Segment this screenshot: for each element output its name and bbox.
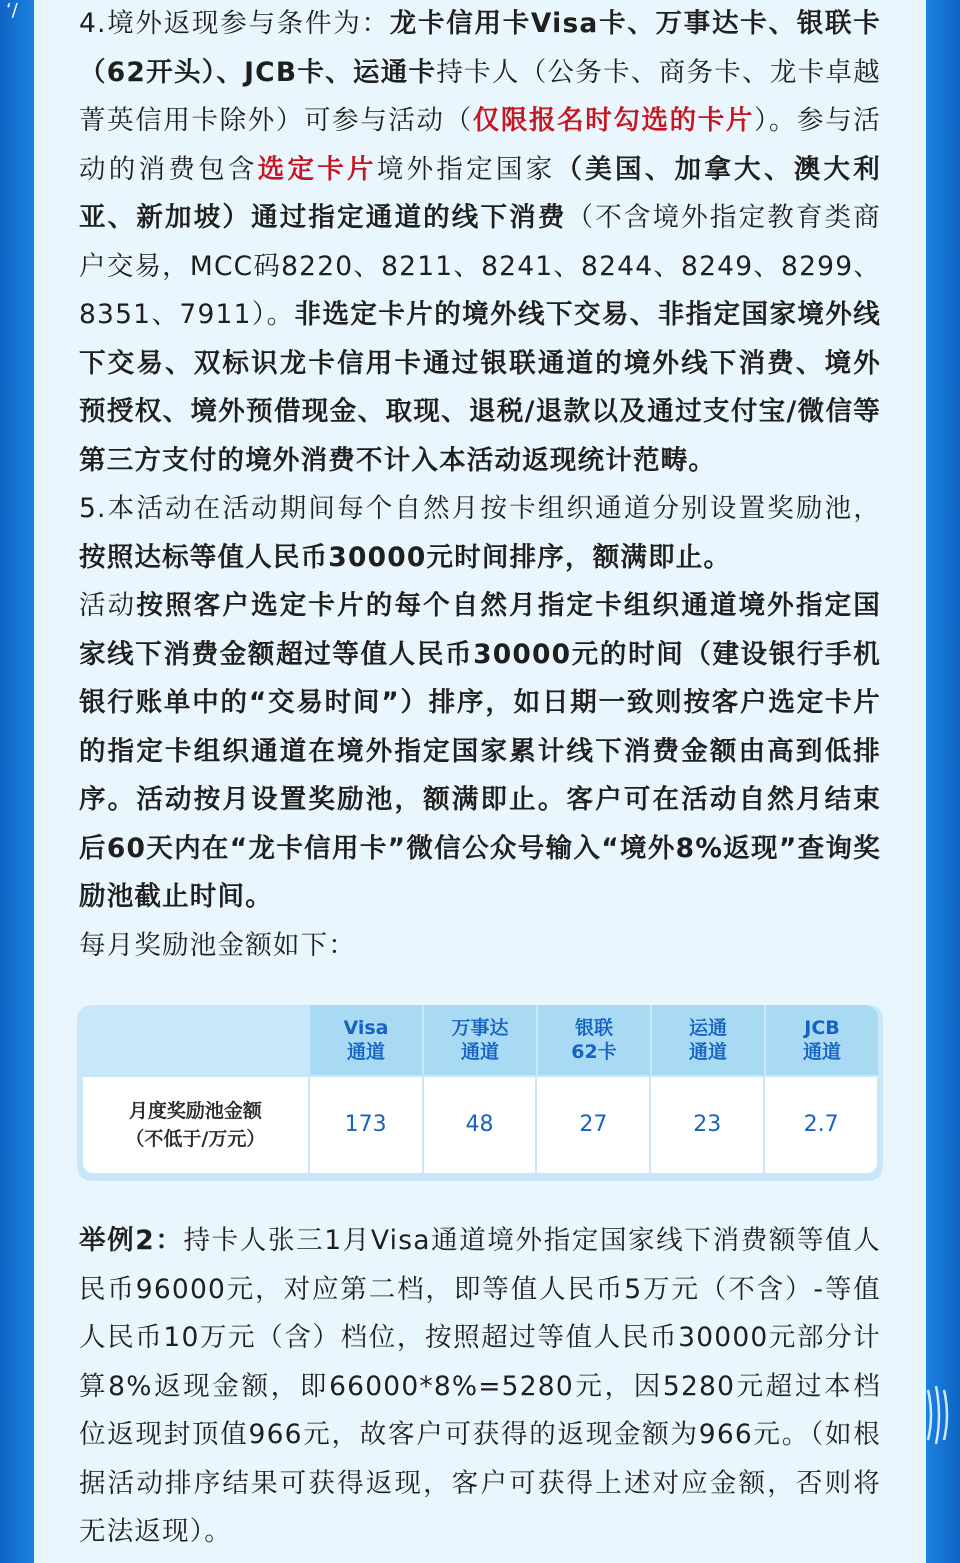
reward-pool-intro: 每月奖励池金额如下： [79, 929, 356, 961]
header-line: 银联 [574, 1017, 613, 1039]
row-label-line: 月度奖励池金额 [128, 1100, 262, 1122]
left-border-decoration [0, 0, 34, 1563]
selected-cards-only-notice: 仅限报名时勾选的卡片 [472, 105, 755, 136]
table-header-row [310, 1005, 883, 1075]
wave-decoration-icon [924, 1380, 954, 1450]
excluded-transactions: 非选定卡片的境外线下交易、非指定国家境外线下交易、双标识龙卡信用卡通过银联通道的境外线下消费、境外预授权、境外预借现金、取现、退税/退款以及通过支付宝/微信等第三方支付的境外消费不计入本活动返现统计范畴。 [79, 299, 881, 476]
table-row [83, 1077, 877, 1173]
header-line: 62卡 [571, 1041, 617, 1063]
header-line: 通道 [346, 1041, 385, 1063]
header-line: 通道 [460, 1041, 499, 1063]
header-amex [652, 1005, 764, 1075]
eligible-cards: 龙卡信用卡Visa卡、万事达卡、银联卡（62开头）、JCB卡、运通卡 [79, 8, 881, 88]
header-line: 通道 [688, 1041, 727, 1063]
content-panel [34, 0, 926, 1563]
value-visa: 173 [310, 1077, 422, 1173]
header-jcb [766, 1005, 878, 1075]
header-line: Visa [343, 1017, 389, 1039]
rule-4-paragraph [79, 0, 881, 485]
header-line: 运通 [688, 1017, 727, 1039]
reward-pool-table [77, 1005, 883, 1181]
header-line: 万事达 [451, 1017, 509, 1039]
rule-5-paragraph [79, 485, 881, 582]
corner-mark-icon: ‘/ [6, 0, 18, 21]
header-mastercard [424, 1005, 536, 1075]
rule-5-detail: 按照客户选定卡片的每个自然月指定卡组织通道境外指定国家线下消费金额超过等值人民币30000元的时间（建设银行手机银行账单中的“交易时间”）排序，如日期一致则按客户选定卡片的指定卡组织通道在境外指定国家累计线下消费金额由高到低排序。活动按月设置奖励池，额满即止。客户可在活动自然月结束后60天内在“龙卡信用卡”微信公众号输入“境外8%返现”查询奖励池截止时间。 [79, 590, 881, 912]
header-line: JCB [804, 1017, 840, 1039]
rule-4-consumption: ）。参与活动的消费包含 [79, 105, 882, 185]
rules-content [79, 0, 881, 1557]
selected-card-highlight: 选定卡片 [257, 153, 377, 185]
rule-5-detail-prefix: 活动 [79, 590, 137, 621]
rule-5-detail-paragraph [79, 582, 881, 922]
rule-4-exclusions: 持卡人（公务卡、商务卡、龙卡卓越菁英信用卡除外）可参与活动（ [79, 56, 882, 136]
value-mastercard: 48 [424, 1077, 536, 1173]
rule-4-intro: 4.境外返现参与条件为： [79, 8, 390, 39]
excluded-mcc-codes: （不含境外指定教育类商户交易，MCC码8220、8211、8241、8244、8249、8299、8351、7911）。 [79, 202, 882, 330]
designated-countries: （美国、加拿大、澳大利亚、新加坡）通过指定通道的线下消费 [79, 153, 881, 233]
row-label-unit: （不低于/万元） [125, 1128, 266, 1150]
header-unionpay [538, 1005, 650, 1075]
example-paragraph [79, 1217, 881, 1557]
value-jcb: 2.7 [765, 1077, 877, 1173]
row-label [83, 1077, 308, 1173]
rule-4-countries-intro: 境外指定国家 [376, 153, 556, 185]
value-amex: 23 [651, 1077, 763, 1173]
example-text: 持卡人张三1月Visa通道境外指定国家线下消费额等值人民币96000元，对应第二档，即等值人民币5万元（不含）-等值人民币10万元（含）档位，按照超过等值人民币30000元部分计算8%返现金额，即66000*8%=5280元，因5280元超过本档位返现封顶值966元，故客户可获得的返现金额为966元。（如根据活动排序结果可获得返现，客户可获得上述对应金额，否则将无法返现）。 [79, 1225, 881, 1547]
value-unionpay: 27 [537, 1077, 649, 1173]
example-label: 举例2： [79, 1225, 184, 1256]
rule-5-intro: 5.本活动在活动期间每个自然月按卡组织通道分别设置奖励池， [79, 493, 881, 524]
header-line: 通道 [802, 1041, 841, 1063]
rule-5-ordering: 按照达标等值人民币30000元时间排序，额满即止。 [79, 541, 732, 573]
header-visa [310, 1005, 422, 1075]
right-border-decoration [926, 0, 960, 1563]
